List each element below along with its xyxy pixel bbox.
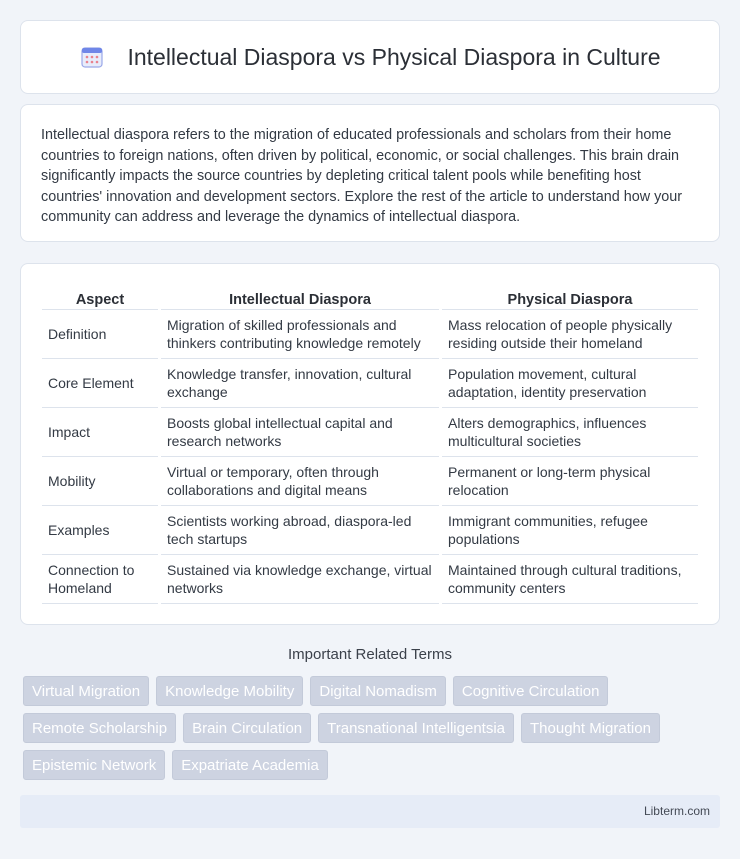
related-term-tag[interactable]: Expatriate Academia [172,750,328,780]
row-aspect: Mobility [42,457,158,506]
row-physical: Mass relocation of people physically residing outside their homeland [442,310,698,359]
related-term-tag[interactable]: Remote Scholarship [23,713,176,743]
column-header-physical: Physical Diaspora [442,286,698,310]
row-aspect: Definition [42,310,158,359]
related-term-tag[interactable]: Epistemic Network [23,750,165,780]
row-physical: Immigrant communities, refugee populations [442,506,698,555]
row-aspect: Impact [42,408,158,457]
title-card [20,20,720,94]
page-title: Intellectual Diaspora vs Physical Diaspora in Culture [127,43,661,70]
intro-paragraph: Intellectual diaspora refers to the migration of educated professionals and scholars from their home countries to foreign nations, often driven by political, economic, or social challenges. This brain drain significantly impacts the source countries by depleting critical talent pools while benefiting host countries' innovation and development sectors. Explore the rest of the article to understand how your community can address and leverage the dynamics of intellectual diaspora. [41,127,683,225]
row-physical: Maintained through cultural traditions, community centers [442,555,698,604]
row-intellectual: Scientists working abroad, diaspora-led tech startups [161,506,439,555]
related-terms-heading: Important Related Terms [288,646,452,663]
related-term-tag[interactable]: Virtual Migration [23,676,149,706]
related-term-tag[interactable]: Thought Migration [521,713,660,743]
table-row [42,457,698,506]
related-term-tag[interactable]: Knowledge Mobility [156,676,303,706]
row-intellectual: Migration of skilled professionals and thinkers contributing knowledge remotely [161,310,439,359]
row-intellectual: Sustained via knowledge exchange, virtual networks [161,555,439,604]
related-term-tag[interactable]: Digital Nomadism [310,676,446,706]
intro-card [20,104,720,242]
table-row [42,555,698,604]
calendar-icon [79,44,105,70]
comparison-card [20,263,720,625]
related-term-tag[interactable]: Transnational Intelligentsia [318,713,514,743]
row-physical: Permanent or long-term physical relocation [442,457,698,506]
related-term-tag[interactable]: Brain Circulation [183,713,311,743]
row-physical: Population movement, cultural adaptation, identity preservation [442,359,698,408]
column-header-aspect: Aspect [42,286,158,310]
related-terms-list [23,676,723,780]
row-aspect: Connection to Homeland [42,555,158,604]
row-physical: Alters demographics, influences multicultural societies [442,408,698,457]
comparison-table [39,286,701,604]
table-row [42,310,698,359]
row-aspect: Core Element [42,359,158,408]
table-row [42,506,698,555]
column-header-intellectual: Intellectual Diaspora [161,286,439,310]
row-intellectual: Knowledge transfer, innovation, cultural exchange [161,359,439,408]
footer-brand-link[interactable]: Libterm.com [643,804,710,818]
related-term-tag[interactable]: Cognitive Circulation [453,676,609,706]
row-intellectual: Boosts global intellectual capital and research networks [161,408,439,457]
table-row [42,408,698,457]
table-header-row [42,286,698,310]
row-intellectual: Virtual or temporary, often through collaborations and digital means [161,457,439,506]
table-row [42,359,698,408]
row-aspect: Examples [42,506,158,555]
footer [20,795,720,828]
